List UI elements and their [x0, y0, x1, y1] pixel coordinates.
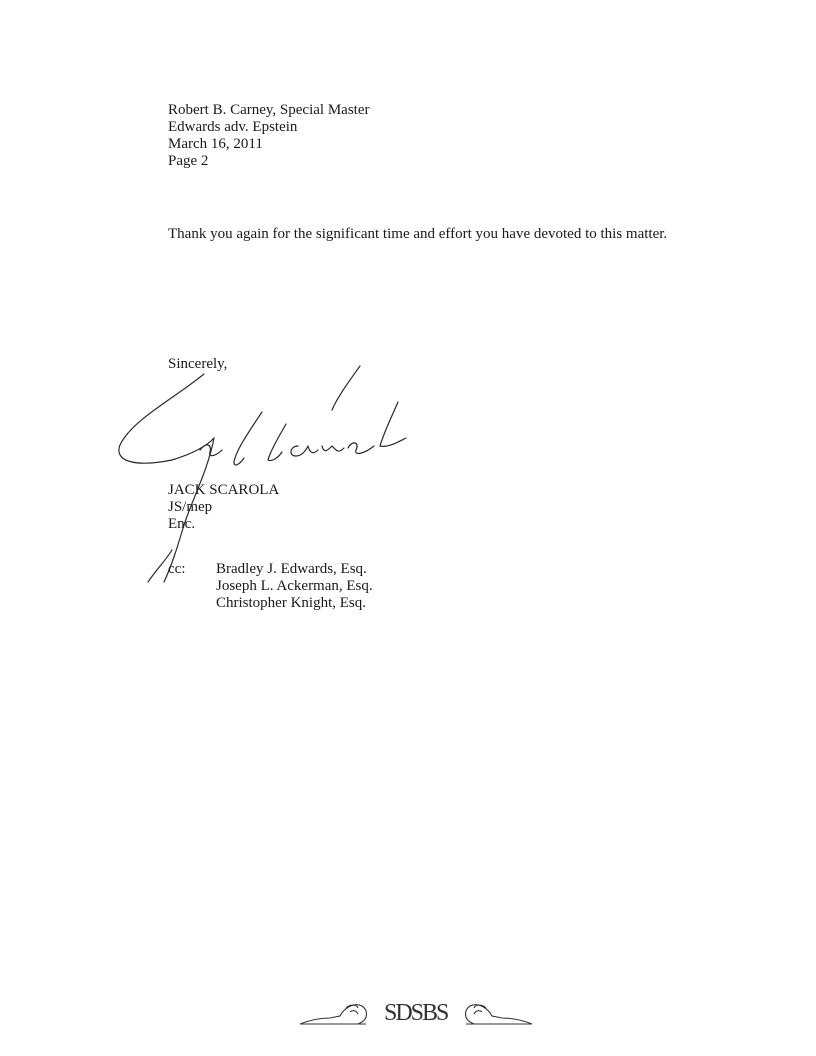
cc-recipient: Bradley J. Edwards, Esq.: [216, 561, 367, 577]
handwritten-signature: [112, 350, 412, 590]
date-line: March 16, 2011: [168, 136, 263, 152]
enclosure-note: Enc.: [168, 516, 196, 532]
lion-left-icon: [300, 1005, 367, 1024]
page-number-line: Page 2: [168, 153, 209, 169]
closing-salutation: Sincerely,: [168, 356, 228, 372]
signer-name: JACK SCAROLA: [168, 482, 280, 498]
signature-block: [168, 482, 279, 533]
typist-initials: JS/mep: [168, 499, 213, 515]
cc-recipient-list: [216, 561, 373, 612]
footer-monogram: SDSBS: [384, 1000, 448, 1026]
lion-right-icon: [466, 1005, 533, 1024]
letter-header: [168, 102, 369, 170]
firm-logo: [296, 990, 536, 1030]
recipient-line: Robert B. Carney, Special Master: [168, 102, 370, 118]
body-paragraph: Thank you again for the significant time and effort you have devoted to this matter.: [168, 226, 668, 242]
cc-recipient: Christopher Knight, Esq.: [216, 595, 366, 611]
cc-label: cc:: [168, 561, 186, 577]
cc-recipient: Joseph L. Ackerman, Esq.: [216, 578, 373, 594]
case-line: Edwards adv. Epstein: [168, 119, 298, 135]
